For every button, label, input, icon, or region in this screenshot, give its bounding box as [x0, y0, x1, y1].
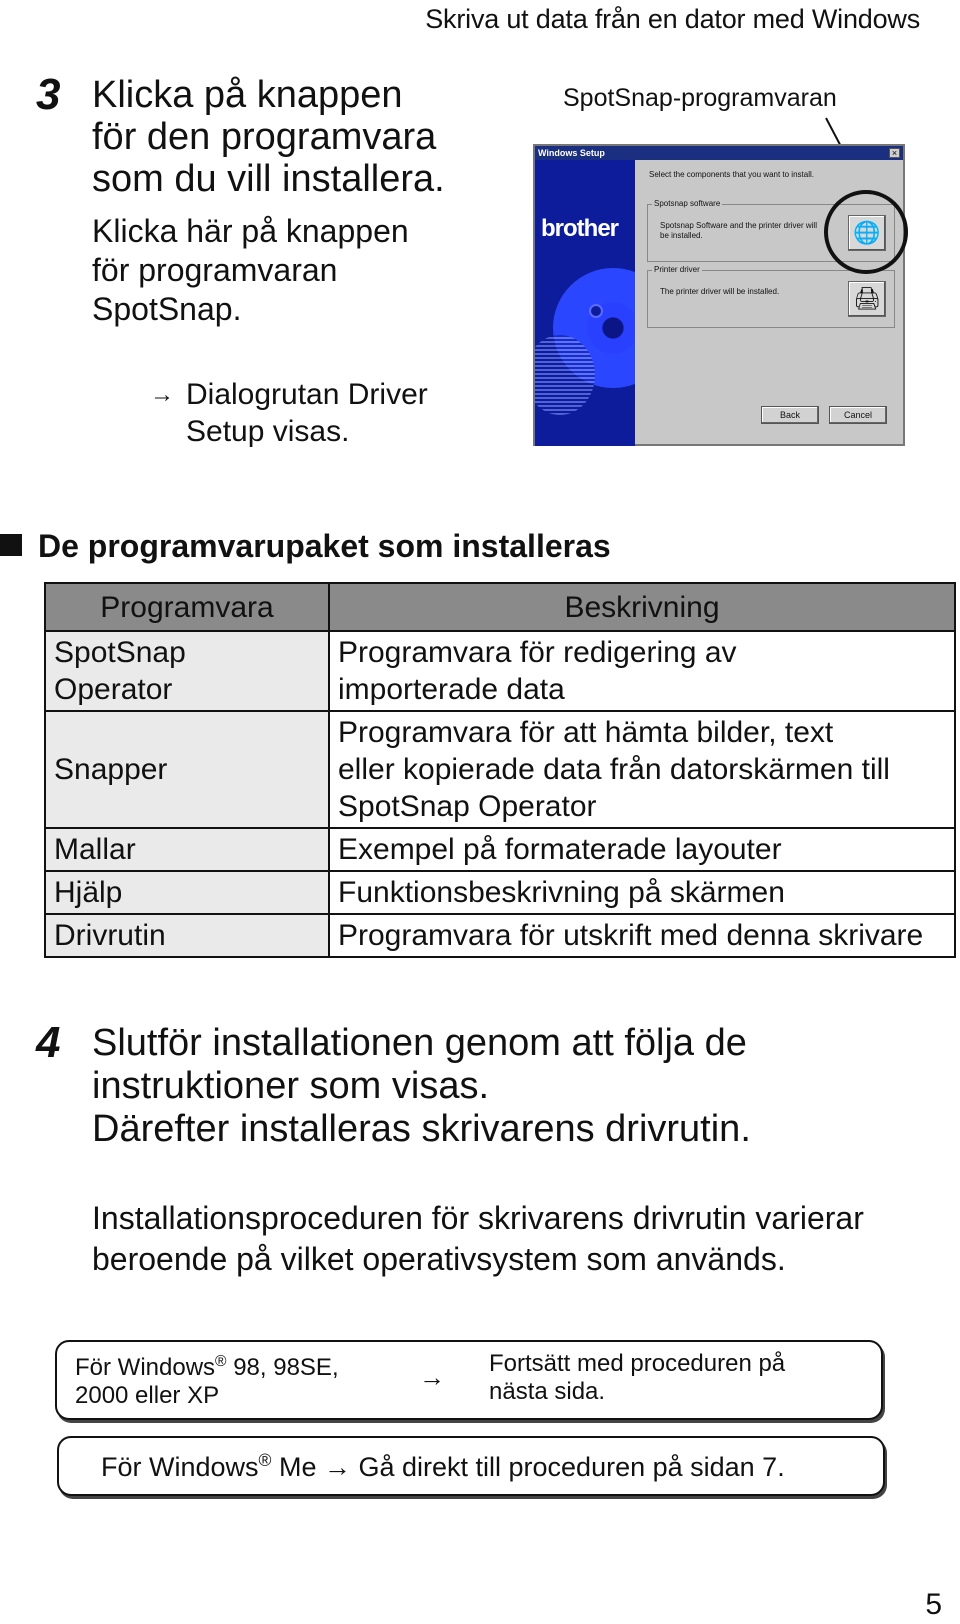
table-header-row — [45, 583, 955, 631]
running-header: Skriva ut data från en dator med Windows — [425, 4, 920, 34]
column-header-software: Programvara — [45, 583, 329, 631]
page-number: 5 — [925, 1588, 942, 1621]
printer-driver-group-title: Printer driver — [654, 265, 700, 274]
brother-logo: brother — [541, 215, 618, 242]
description-cell — [329, 711, 955, 828]
step-4-number: 4 — [36, 1018, 61, 1067]
windows-me-note — [57, 1436, 885, 1496]
step-3-number: 3 — [36, 70, 61, 119]
software-name-cell: Drivrutin — [45, 914, 329, 957]
description-cell: Exempel på formaterade layouter — [329, 828, 955, 871]
os-prefix: För Windows — [75, 1354, 216, 1381]
section-title: De programvarupaket som installeras — [38, 528, 611, 564]
os-versions: 98, 98SE, — [226, 1354, 339, 1381]
os-condition — [75, 1354, 339, 1410]
description-line: eller kopierade data från datorskärmen till — [338, 753, 890, 786]
highlight-circle — [824, 190, 908, 274]
step-4-body-line: beroende på vilket operativsystem som används. — [92, 1241, 786, 1277]
table-row — [45, 914, 955, 957]
software-name-line: Snapper — [54, 753, 168, 786]
disc-hole-decoration — [589, 304, 603, 318]
column-header-description: Beskrivning — [329, 583, 955, 631]
software-name-cell: Mallar — [45, 828, 329, 871]
software-name-cell: Hjälp — [45, 871, 329, 914]
registered-mark: ® — [215, 1353, 227, 1370]
arrow-right-icon: → — [150, 381, 174, 408]
step-4-heading-line: Slutför installationen genom att följa de — [92, 1022, 747, 1064]
step-3-heading-line: som du vill installera. — [92, 158, 445, 200]
square-bullet-icon — [0, 534, 22, 556]
step-3-body-line: Klicka här på knappen — [92, 213, 409, 249]
dialog-title-bar: Windows Setup — [535, 146, 903, 160]
registered-mark: ® — [258, 1450, 272, 1470]
dialog-prompt: Select the components that you want to install. — [649, 170, 814, 179]
step-3-result-line: Dialogrutan Driver — [186, 378, 428, 411]
software-name-cell — [45, 711, 329, 828]
callout-label: SpotSnap-programvaran — [563, 84, 837, 112]
table-row — [45, 711, 955, 828]
os-versions-line2: 2000 eller XP — [75, 1382, 220, 1409]
arrow-right-icon: → — [419, 1362, 445, 1392]
os-prefix: För Windows — [101, 1452, 259, 1482]
back-button[interactable]: Back — [761, 406, 819, 424]
windows-setup-dialog — [533, 144, 905, 446]
step-3-heading-line: Klicka på knappen — [92, 74, 403, 116]
globe-icon: 🌐 — [853, 220, 881, 245]
close-icon[interactable]: × — [889, 148, 900, 158]
os-instruction-line: nästa sida. — [489, 1378, 606, 1405]
windows-98-2000-xp-note — [55, 1340, 883, 1420]
step-4-heading-line: Därefter installeras skrivarens drivrutin. — [92, 1108, 751, 1150]
step-3-result-line: Setup visas. — [186, 415, 350, 448]
software-name-line: SpotSnap — [54, 636, 186, 669]
description-cell — [329, 631, 955, 711]
windows-me-instruction — [101, 1452, 785, 1483]
description-cell: Funktionsbeskrivning på skärmen — [329, 871, 955, 914]
description-line: Programvara för att hämta bilder, text — [338, 716, 834, 749]
step-4-heading — [92, 1022, 952, 1151]
description-line: Programvara för redigering av — [338, 636, 737, 669]
step-4-heading-line: instruktioner som visas. — [92, 1065, 490, 1107]
description-cell: Programvara för utskrift med denna skrivare — [329, 914, 955, 957]
step-3-body-line: för programvaran — [92, 252, 338, 288]
step-4-body-line: Installationsproceduren för skrivarens drivrutin varierar — [92, 1200, 864, 1236]
spotsnap-group-desc: Spotsnap Software and the printer driver will be installed. — [660, 221, 817, 240]
software-name-cell — [45, 631, 329, 711]
table-row — [45, 871, 955, 914]
brand-panel — [535, 160, 635, 446]
windows-me-text: Me → Gå direkt till proceduren på sidan 7. — [271, 1452, 785, 1482]
printer-driver-group — [647, 265, 895, 328]
step-3-body-line: SpotSnap. — [92, 291, 242, 327]
software-package-table — [44, 582, 956, 958]
printer-driver-install-button[interactable] — [848, 281, 886, 317]
description-line: importerade data — [338, 673, 565, 706]
os-instruction-line: Fortsätt med proceduren på — [489, 1350, 786, 1377]
description-line: SpotSnap Operator — [338, 790, 597, 823]
step-3-heading-line: för den programvara — [92, 116, 437, 158]
software-name-line: Operator — [54, 673, 173, 706]
printer-driver-group-desc: The printer driver will be installed. — [660, 287, 780, 296]
table-row — [45, 828, 955, 871]
section-heading — [0, 528, 611, 565]
spotsnap-group-title: Spotsnap software — [654, 199, 721, 208]
step-4-body — [92, 1198, 952, 1280]
os-instruction — [489, 1350, 785, 1406]
printer-icon: 🖨 — [853, 286, 881, 311]
table-row — [45, 631, 955, 711]
cancel-button[interactable]: Cancel — [829, 406, 887, 424]
